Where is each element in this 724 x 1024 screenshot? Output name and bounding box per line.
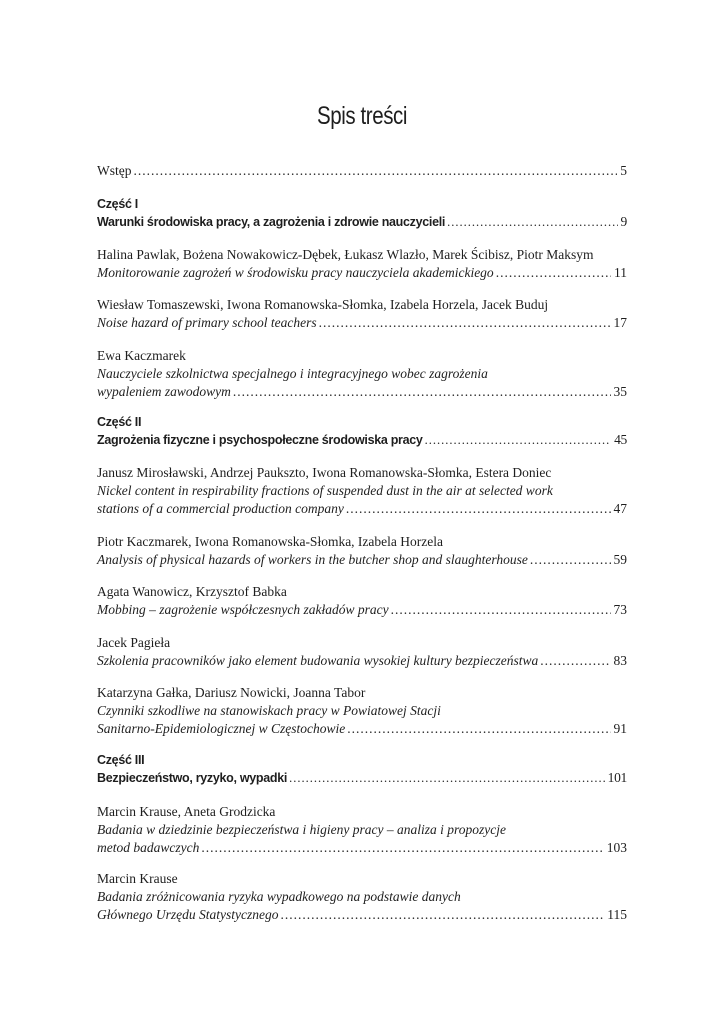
part-label: Część III [97, 753, 145, 767]
entry-authors: Piotr Kaczmarek, Iwona Romanowska-Słomka, Izabela Horzela [97, 534, 443, 549]
toc-part-3[interactable] [97, 751, 627, 787]
page-number: 17 [613, 315, 627, 330]
entry-title: Monitorowanie zagrożeń w środowisku pracy nauczyciela akademickiego [97, 265, 494, 280]
entry-authors: Jacek Pagieła [97, 635, 171, 650]
entry-title-line-2: metod badawczych [97, 840, 200, 855]
toc-entry-10[interactable] [97, 870, 627, 924]
page-number: 5 [620, 163, 627, 178]
entry-title-line-1: Nickel content in respirability fractions of suspended dust in the air at selected work [97, 483, 553, 498]
entry-title-line-2: wypaleniem zawodowym [97, 384, 231, 399]
entry-title-line-1: Badania w dziedzinie bezpieczeństwa i higieny pracy – analiza i propozycje [97, 822, 506, 837]
entry-authors: Janusz Mirosławski, Andrzej Paukszto, Iwona Romanowska-Słomka, Estera Doniec [97, 465, 552, 480]
page-number: 9 [620, 214, 627, 229]
page-number: 11 [614, 265, 627, 280]
entry-title: Analysis of physical hazards of workers in the butcher shop and slaughterhouse [97, 552, 528, 567]
part-title: Bezpieczeństwo, ryzyko, wypadki [97, 771, 288, 785]
page-number: 45 [614, 432, 627, 447]
page-number: 101 [607, 770, 627, 785]
entry-authors: Marcin Krause, Aneta Grodzicka [97, 804, 276, 819]
entry-title-line-2: stations of a commercial production company [97, 501, 344, 516]
page-number: 115 [607, 907, 627, 922]
part-title: Warunki środowiska pracy, a zagrożenia i zdrowie nauczycieli [97, 215, 446, 229]
entry-authors: Marcin Krause [97, 871, 178, 886]
entry-title: Noise hazard of primary school teachers [97, 315, 317, 330]
page-number: 91 [613, 721, 627, 736]
entry-authors: Katarzyna Gałka, Dariusz Nowicki, Joanna Tabor [97, 685, 366, 700]
toc-entry-4[interactable] [97, 464, 627, 518]
entry-title: Szkolenia pracowników jako element budowania wysokiej kultury bezpieczeństwa [97, 653, 539, 668]
toc-entry-5[interactable] [97, 533, 627, 569]
toc-entry-9[interactable] [97, 803, 627, 857]
entry-title-line-1: Badania zróżnicowania ryzyka wypadkowego na podstawie danych [97, 889, 461, 904]
page-title: Spis treści [316, 102, 408, 130]
page-number: 83 [613, 653, 627, 668]
part-label: Część II [97, 415, 142, 429]
toc-entry-1[interactable] [97, 246, 627, 282]
entry-title: Mobbing – zagrożenie współczesnych zakładów pracy [97, 602, 389, 617]
entry-title: Wstęp [97, 163, 132, 178]
entry-authors: Wiesław Tomaszewski, Iwona Romanowska-Słomka, Izabela Horzela, Jacek Buduj [97, 297, 549, 312]
toc-entry-6[interactable] [97, 583, 627, 619]
toc-entry-3[interactable] [97, 347, 627, 401]
entry-title-line-2: Głównego Urzędu Statystycznego [97, 907, 279, 922]
page-number: 103 [606, 840, 627, 855]
entry-authors: Halina Pawlak, Bożena Nowakowicz-Dębek, Łukasz Wlazło, Marek Ścibisz, Piotr Maksym [97, 247, 594, 262]
page-number: 73 [613, 602, 627, 617]
toc-part-1[interactable] [97, 195, 627, 231]
toc-part-2[interactable] [97, 413, 627, 449]
entry-title-line-2: Sanitarno-Epidemiologicznej w Częstochowie [97, 721, 346, 736]
part-title: Zagrożenia fizyczne i psychospołeczne środowiska pracy [97, 433, 423, 447]
toc-entry-2[interactable] [97, 296, 627, 332]
entry-authors: Agata Wanowicz, Krzysztof Babka [97, 584, 287, 599]
toc-entry-7[interactable] [97, 634, 627, 670]
page-number: 35 [613, 384, 627, 399]
part-label: Część I [97, 197, 138, 211]
toc-entry-8[interactable] [97, 684, 627, 738]
toc-entry-wstep[interactable] [97, 162, 627, 180]
entry-authors: Ewa Kaczmarek [97, 348, 186, 363]
entry-title-line-1: Nauczyciele szkolnictwa specjalnego i integracyjnego wobec zagrożenia [97, 366, 488, 381]
page-number: 59 [613, 552, 627, 567]
page-number: 47 [613, 501, 627, 516]
entry-title-line-1: Czynniki szkodliwe na stanowiskach pracy w Powiatowej Stacji [97, 703, 441, 718]
